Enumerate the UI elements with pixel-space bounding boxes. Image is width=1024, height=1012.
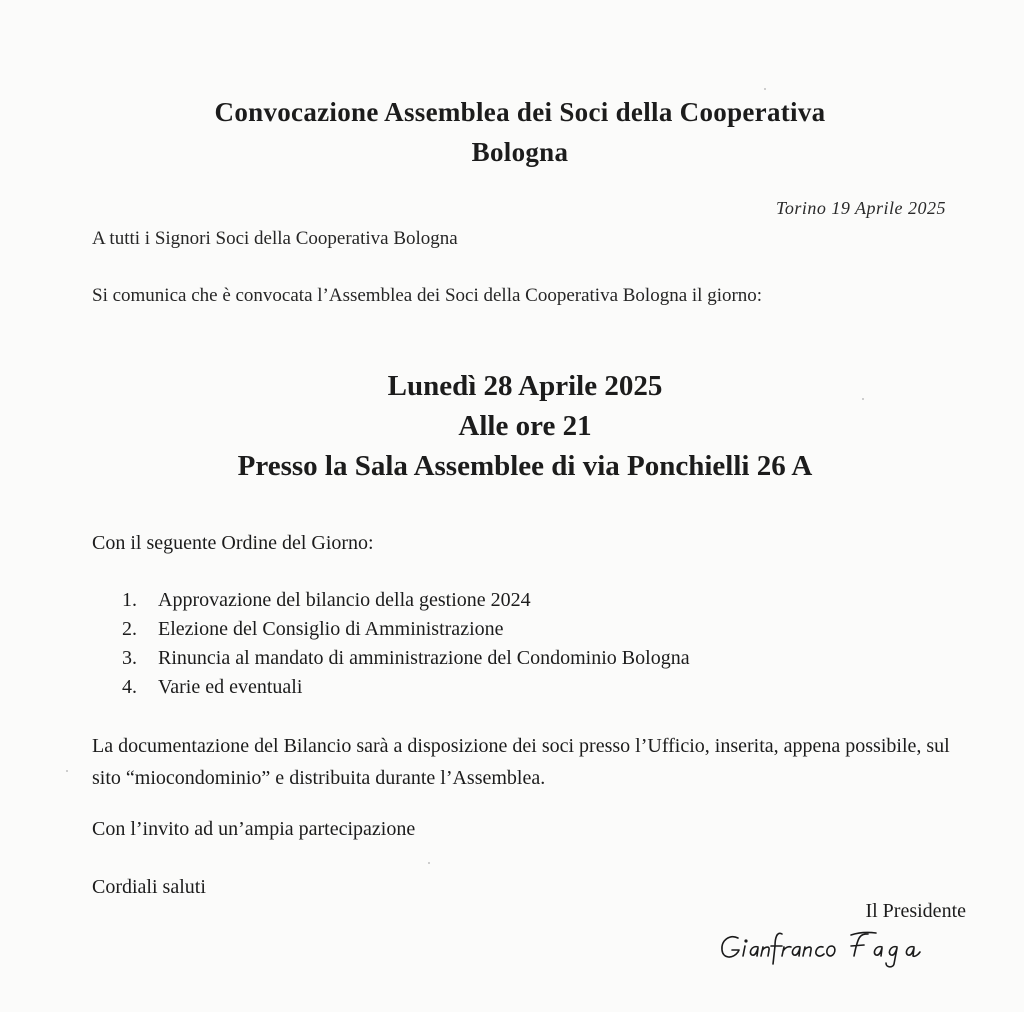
signatory-role: Il Presidente	[865, 900, 966, 922]
document-title	[0, 92, 1024, 172]
paper-speck	[66, 770, 68, 772]
event-details	[0, 366, 1024, 486]
closing-greeting: Cordiali saluti	[92, 876, 206, 898]
intro-paragraph: Si comunica che è convocata l’Assemblea dei Soci della Cooperativa Bologna il giorno:	[92, 285, 763, 306]
event-location: Presso la Sala Assemblee di via Ponchielli 26 A	[237, 450, 813, 482]
closing-invite: Con l’invito ad un’ampia partecipazione	[92, 818, 416, 840]
agenda-item-text: Approvazione del bilancio della gestione 2024	[158, 589, 531, 611]
handwritten-signature	[718, 926, 988, 970]
agenda-item	[116, 673, 690, 702]
paper-speck	[428, 862, 430, 864]
agenda-heading: Con il seguente Ordine del Giorno:	[92, 532, 374, 554]
paper-speck	[862, 398, 864, 400]
event-date: Lunedì 28 Aprile 2025	[387, 370, 663, 402]
event-time: Alle ore 21	[458, 410, 592, 442]
agenda-item-number: 3.	[122, 647, 137, 669]
agenda-item-text: Elezione del Consiglio di Amministrazione	[158, 618, 504, 640]
title-line-1: Convocazione Assemblea dei Soci della Cooperativa	[214, 97, 826, 127]
recipient-line: A tutti i Signori Soci della Cooperativa Bologna	[92, 228, 458, 249]
agenda-item-text: Rinuncia al mandato di amministrazione del Condominio Bologna	[158, 647, 690, 669]
paper-speck	[764, 88, 766, 90]
agenda-item-number: 4.	[122, 676, 137, 698]
documentation-note: La documentazione del Bilancio sarà a disposizione dei soci presso l’Ufficio, inserita, appena possibile, sul sito “miocondominio” e distribuita durante l’Assemblea.	[92, 735, 950, 789]
agenda-item	[116, 644, 690, 673]
agenda-item-number: 1.	[122, 589, 137, 611]
title-line-2: Bologna	[471, 137, 569, 167]
agenda-item-text: Varie ed eventuali	[158, 676, 303, 698]
agenda-item	[116, 586, 690, 615]
agenda-item	[116, 615, 690, 644]
agenda-list	[116, 586, 690, 702]
place-date: Torino 19 Aprile 2025	[775, 198, 946, 218]
agenda-item-number: 2.	[122, 618, 137, 640]
